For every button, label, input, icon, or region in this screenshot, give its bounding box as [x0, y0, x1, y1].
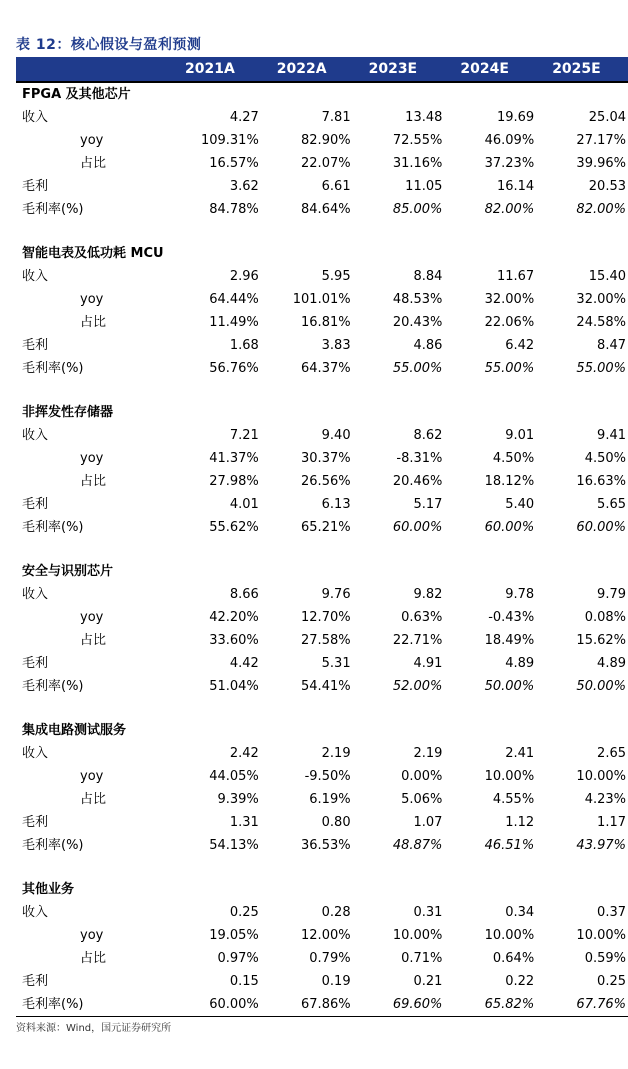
header-2022a: 2022A — [261, 57, 353, 82]
spacer-cell — [16, 221, 628, 242]
cell-2021a: 3.62 — [229, 179, 259, 194]
cell-2021a: 42.20% — [209, 610, 259, 625]
row-label: 毛利率(%) — [22, 679, 84, 694]
table-row-revenue — [16, 583, 628, 606]
source-note: 资料来源：Wind，国元证券研究所 — [16, 1023, 172, 1034]
cell-2021a: 4.27 — [229, 110, 259, 125]
cell-2021a: 54.13% — [209, 838, 259, 853]
cell-2023e: 1.07 — [413, 815, 443, 830]
section-title: 安全与识别芯片 — [22, 564, 114, 579]
cell-2024e: 4.89 — [505, 656, 535, 671]
table-row-share — [16, 788, 628, 811]
cell-2021a: 64.44% — [209, 292, 259, 307]
cell-2021a: 9.39% — [217, 792, 259, 807]
cell-2024e: 6.42 — [505, 338, 535, 353]
cell-2022a: 12.70% — [301, 610, 351, 625]
cell-2025e: 25.04 — [588, 110, 626, 125]
cell-2025e: 8.47 — [597, 338, 626, 353]
table-row-gross-margin — [16, 675, 628, 698]
cell-2023e: 0.21 — [413, 974, 443, 989]
cell-2022a: 65.21% — [301, 520, 351, 535]
cell-2025e: 60.00% — [576, 520, 626, 535]
cell-2025e: 39.96% — [576, 156, 626, 171]
row-label: yoy — [80, 928, 104, 943]
cell-2024e: 2.41 — [505, 746, 535, 761]
table-row-share — [16, 152, 628, 175]
cell-2025e: 55.00% — [576, 361, 626, 376]
cell-2024e: 4.55% — [492, 792, 535, 807]
cell-2024e: 19.69 — [496, 110, 535, 125]
cell-2021a: 0.25 — [229, 905, 259, 920]
cell-2024e: 60.00% — [484, 520, 535, 535]
cell-2023e: 48.87% — [392, 838, 443, 853]
cell-2022a: 6.61 — [321, 179, 351, 194]
cell-2023e: 4.91 — [413, 656, 443, 671]
cell-2023e: 0.00% — [401, 769, 443, 784]
cell-2024e: 10.00% — [484, 769, 535, 784]
cell-2024e: 5.40 — [505, 497, 535, 512]
cell-2021a: 56.76% — [209, 361, 259, 376]
cell-2025e: 67.76% — [536, 993, 628, 1017]
cell-2022a: 5.31 — [321, 656, 351, 671]
row-label: 收入 — [22, 905, 49, 920]
cell-2025e: 10.00% — [576, 928, 626, 943]
cell-2021a: 109.31% — [200, 133, 259, 148]
table-row-revenue — [16, 424, 628, 447]
section-title: FPGA 及其他芯片 — [22, 87, 131, 102]
row-label: 收入 — [22, 587, 49, 602]
cell-2022a: -9.50% — [304, 769, 351, 784]
row-label: 占比 — [80, 951, 107, 966]
cell-2022a: 54.41% — [301, 679, 351, 694]
section-title: 非挥发性存储器 — [22, 405, 114, 420]
table-row-yoy — [16, 765, 628, 788]
cell-2024e: 82.00% — [484, 202, 535, 217]
cell-2022a: 9.40 — [321, 428, 351, 443]
cell-2023e: 8.84 — [413, 269, 443, 284]
row-label: 毛利 — [22, 497, 49, 512]
cell-2024e: 37.23% — [484, 156, 535, 171]
cell-2022a: 6.19% — [309, 792, 351, 807]
row-label: 占比 — [80, 156, 107, 171]
cell-2022a: 67.86% — [261, 993, 353, 1017]
cell-2022a: 6.13 — [321, 497, 351, 512]
row-label: 毛利率(%) — [22, 361, 84, 376]
cell-2023e: 60.00% — [392, 520, 443, 535]
cell-2025e: 9.41 — [597, 428, 626, 443]
cell-2022a: 84.64% — [301, 202, 351, 217]
cell-2025e: 9.79 — [597, 587, 626, 602]
table-row-gross-margin — [16, 834, 628, 857]
row-label: 毛利 — [22, 815, 49, 830]
cell-2021a: 41.37% — [209, 451, 259, 466]
cell-2024e: 46.51% — [484, 838, 535, 853]
cell-2022a: 5.95 — [321, 269, 351, 284]
cell-2023e: 9.82 — [413, 587, 443, 602]
cell-2024e: 1.12 — [505, 815, 535, 830]
cell-2024e: 9.01 — [505, 428, 535, 443]
cell-2025e: 2.65 — [597, 746, 626, 761]
cell-2021a: 8.66 — [229, 587, 259, 602]
section-spacer — [16, 857, 628, 878]
section-header-row — [16, 401, 628, 424]
cell-2021a: 84.78% — [209, 202, 259, 217]
section-spacer — [16, 698, 628, 719]
cell-2025e: 4.50% — [584, 451, 626, 466]
table-row-gross-profit — [16, 811, 628, 834]
cell-2025e: 50.00% — [576, 679, 626, 694]
cell-2023e: 5.17 — [413, 497, 443, 512]
row-label: 收入 — [22, 746, 49, 761]
cell-2021a: 44.05% — [209, 769, 259, 784]
forecast-table — [16, 57, 628, 1017]
table-row-share — [16, 470, 628, 493]
table-row-gross-margin — [16, 993, 628, 1017]
cell-2022a: 26.56% — [301, 474, 351, 489]
header-2025e: 2025E — [536, 57, 628, 82]
cell-2025e: 4.23% — [584, 792, 626, 807]
header-2021a: 2021A — [169, 57, 261, 82]
row-label: 毛利率(%) — [22, 838, 84, 853]
cell-2025e: 0.37 — [597, 905, 626, 920]
cell-2024e: 55.00% — [484, 361, 535, 376]
cell-2021a: 16.57% — [209, 156, 259, 171]
cell-2022a: 9.76 — [321, 587, 351, 602]
section-header-row — [16, 719, 628, 742]
table-row-yoy — [16, 924, 628, 947]
section-header-row — [16, 560, 628, 583]
cell-2023e: 0.31 — [413, 905, 443, 920]
cell-2025e: 4.89 — [597, 656, 626, 671]
cell-2025e: 0.25 — [597, 974, 626, 989]
cell-2024e: 65.82% — [444, 993, 536, 1017]
table-row-share — [16, 947, 628, 970]
row-label: 占比 — [80, 792, 107, 807]
cell-2021a: 0.97% — [217, 951, 259, 966]
row-label: 占比 — [80, 474, 107, 489]
row-label: 毛利 — [22, 656, 49, 671]
cell-2022a: 101.01% — [292, 292, 351, 307]
cell-2023e: -8.31% — [396, 451, 443, 466]
cell-2021a: 33.60% — [209, 633, 259, 648]
cell-2024e: 46.09% — [484, 133, 535, 148]
table-row-yoy — [16, 129, 628, 152]
spacer-cell — [16, 380, 628, 401]
cell-2021a: 1.68 — [229, 338, 259, 353]
cell-2022a: 0.28 — [321, 905, 351, 920]
table-row-gross-profit — [16, 175, 628, 198]
table-title: 表 12：核心假设与盈利预测 — [16, 37, 202, 53]
row-label: 毛利率(%) — [22, 202, 84, 217]
table-row-gross-profit — [16, 493, 628, 516]
section-spacer — [16, 221, 628, 242]
cell-2022a: 27.58% — [301, 633, 351, 648]
cell-2024e: 11.67 — [496, 269, 535, 284]
cell-2022a: 82.90% — [301, 133, 351, 148]
cell-2024e: 0.34 — [505, 905, 535, 920]
cell-2022a: 0.19 — [321, 974, 351, 989]
cell-2024e: 50.00% — [484, 679, 535, 694]
cell-2025e: 15.40 — [588, 269, 626, 284]
cell-2024e: 0.22 — [505, 974, 535, 989]
cell-2023e: 85.00% — [392, 202, 443, 217]
row-label: yoy — [80, 610, 104, 625]
spacer-cell — [16, 539, 628, 560]
cell-2021a: 2.96 — [229, 269, 259, 284]
table-row-revenue — [16, 265, 628, 288]
table-row-yoy — [16, 606, 628, 629]
table-row-yoy — [16, 447, 628, 470]
cell-2021a: 4.01 — [229, 497, 259, 512]
cell-2025e: 24.58% — [576, 315, 626, 330]
cell-2025e: 20.53 — [588, 179, 626, 194]
table-row-share — [16, 311, 628, 334]
cell-2021a: 27.98% — [209, 474, 259, 489]
table-row-revenue — [16, 106, 628, 129]
cell-2025e: 15.62% — [576, 633, 626, 648]
cell-2025e: 43.97% — [576, 838, 626, 853]
section-spacer — [16, 539, 628, 560]
row-label: 毛利 — [22, 338, 49, 353]
cell-2023e: 13.48 — [405, 110, 443, 125]
cell-2021a: 0.15 — [229, 974, 259, 989]
cell-2025e: 0.08% — [584, 610, 626, 625]
row-label: 收入 — [22, 110, 49, 125]
table-row-revenue — [16, 901, 628, 924]
row-label: 毛利 — [22, 974, 49, 989]
cell-2021a: 19.05% — [209, 928, 259, 943]
cell-2021a: 2.42 — [229, 746, 259, 761]
row-label: yoy — [80, 133, 104, 148]
cell-2021a: 55.62% — [209, 520, 259, 535]
cell-2022a: 0.80 — [321, 815, 351, 830]
row-label: 收入 — [22, 269, 49, 284]
cell-2025e: 32.00% — [576, 292, 626, 307]
section-header-row — [16, 242, 628, 265]
cell-2023e: 22.71% — [392, 633, 443, 648]
cell-2021a: 11.49% — [209, 315, 259, 330]
cell-2025e: 27.17% — [576, 133, 626, 148]
cell-2025e: 10.00% — [576, 769, 626, 784]
cell-2024e: -0.43% — [488, 610, 535, 625]
table-row-gross-margin — [16, 357, 628, 380]
table-body — [16, 82, 628, 1017]
cell-2023e: 69.60% — [353, 993, 445, 1017]
cell-2024e: 10.00% — [484, 928, 535, 943]
row-label: 毛利 — [22, 179, 49, 194]
cell-2023e: 4.86 — [413, 338, 443, 353]
cell-2024e: 9.78 — [505, 587, 535, 602]
cell-2023e: 10.00% — [392, 928, 443, 943]
header-blank — [16, 57, 169, 82]
cell-2025e: 5.65 — [597, 497, 626, 512]
cell-2023e: 48.53% — [392, 292, 443, 307]
cell-2022a: 36.53% — [301, 838, 351, 853]
table-row-gross-margin — [16, 198, 628, 221]
table-row-revenue — [16, 742, 628, 765]
cell-2024e: 18.49% — [484, 633, 535, 648]
row-label: 占比 — [80, 315, 107, 330]
section-title: 智能电表及低功耗 MCU — [22, 246, 164, 261]
cell-2025e: 16.63% — [576, 474, 626, 489]
section-spacer — [16, 380, 628, 401]
table-row-yoy — [16, 288, 628, 311]
table-row-gross-profit — [16, 970, 628, 993]
cell-2024e: 32.00% — [484, 292, 535, 307]
header-2023e: 2023E — [353, 57, 445, 82]
row-label: 毛利率(%) — [22, 520, 84, 535]
cell-2023e: 8.62 — [413, 428, 443, 443]
header-2024e: 2024E — [444, 57, 536, 82]
spacer-cell — [16, 698, 628, 719]
cell-2021a: 1.31 — [229, 815, 259, 830]
section-title: 其他业务 — [22, 882, 75, 897]
cell-2025e: 82.00% — [576, 202, 626, 217]
cell-2024e: 18.12% — [484, 474, 535, 489]
row-label: 占比 — [80, 633, 107, 648]
cell-2021a: 4.42 — [229, 656, 259, 671]
table-row-gross-margin — [16, 516, 628, 539]
cell-2023e: 55.00% — [392, 361, 443, 376]
cell-2024e: 22.06% — [484, 315, 535, 330]
cell-2023e: 5.06% — [401, 792, 443, 807]
cell-2022a: 16.81% — [301, 315, 351, 330]
cell-2023e: 31.16% — [392, 156, 443, 171]
cell-2022a: 7.81 — [321, 110, 351, 125]
cell-2023e: 2.19 — [413, 746, 443, 761]
row-label: yoy — [80, 769, 104, 784]
header-row — [16, 57, 628, 82]
cell-2024e: 4.50% — [492, 451, 535, 466]
cell-2023e: 0.71% — [401, 951, 443, 966]
table-row-gross-profit — [16, 334, 628, 357]
cell-2022a: 12.00% — [301, 928, 351, 943]
cell-2023e: 72.55% — [392, 133, 443, 148]
table-row-share — [16, 629, 628, 652]
cell-2022a: 22.07% — [301, 156, 351, 171]
cell-2022a: 30.37% — [301, 451, 351, 466]
row-label: yoy — [80, 292, 104, 307]
cell-2024e: 0.64% — [492, 951, 535, 966]
cell-2021a: 60.00% — [169, 993, 261, 1017]
cell-2023e: 20.43% — [392, 315, 443, 330]
cell-2022a: 0.79% — [309, 951, 351, 966]
cell-2023e: 11.05 — [405, 179, 443, 194]
cell-2025e: 1.17 — [597, 815, 626, 830]
cell-2023e: 0.63% — [401, 610, 443, 625]
section-header-row — [16, 878, 628, 901]
spacer-cell — [16, 857, 628, 878]
cell-2022a: 64.37% — [301, 361, 351, 376]
section-header-row — [16, 82, 628, 106]
cell-2022a: 3.83 — [321, 338, 351, 353]
section-title: 集成电路测试服务 — [22, 723, 127, 738]
row-label: 毛利率(%) — [16, 993, 169, 1017]
row-label: yoy — [80, 451, 104, 466]
cell-2021a: 7.21 — [229, 428, 259, 443]
table-row-gross-profit — [16, 652, 628, 675]
cell-2024e: 16.14 — [496, 179, 535, 194]
row-label: 收入 — [22, 428, 49, 443]
cell-2022a: 2.19 — [321, 746, 351, 761]
cell-2023e: 52.00% — [392, 679, 443, 694]
cell-2021a: 51.04% — [209, 679, 259, 694]
cell-2025e: 0.59% — [584, 951, 626, 966]
cell-2023e: 20.46% — [392, 474, 443, 489]
